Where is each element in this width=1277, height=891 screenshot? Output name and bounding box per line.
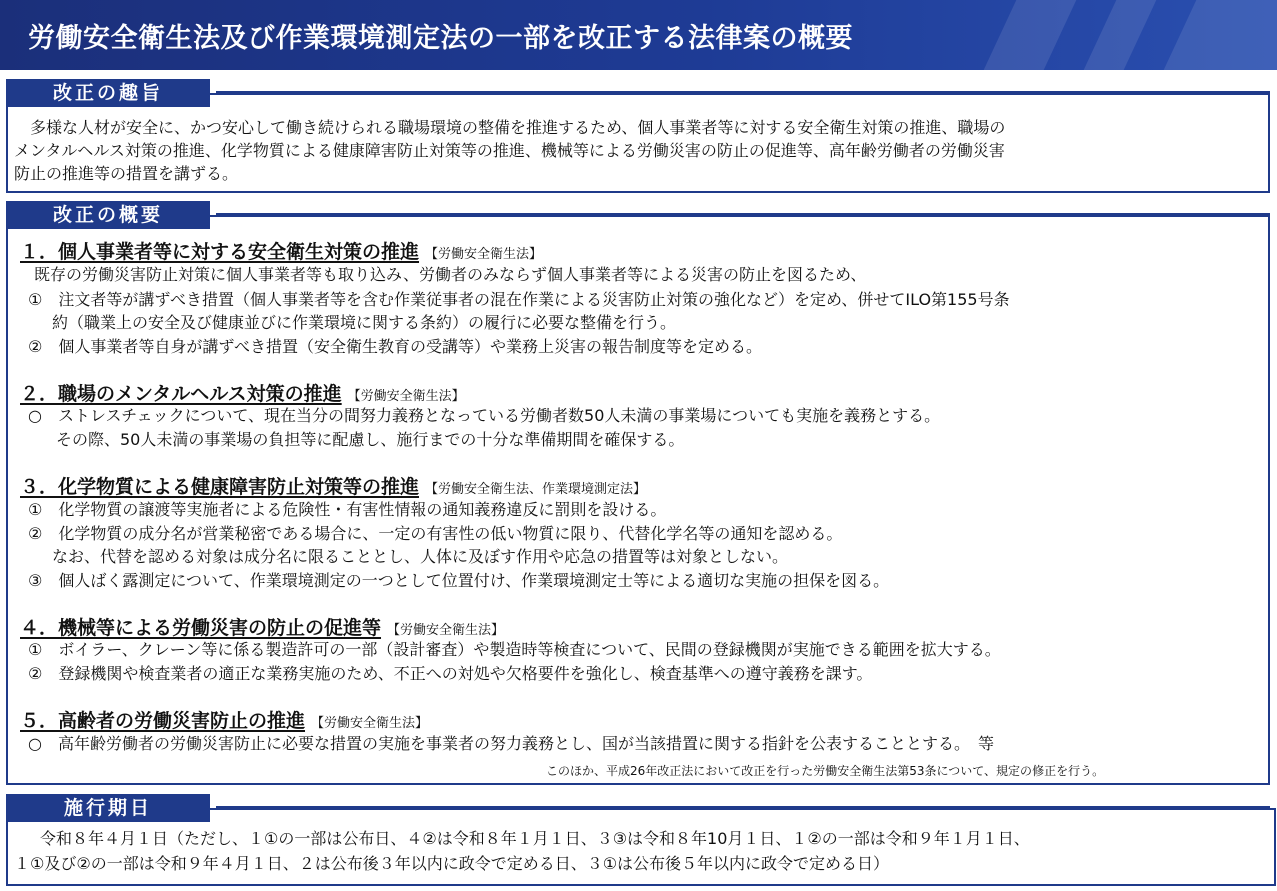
title-bar [0, 0, 1277, 70]
section-4-line: ② 登録機関や検査業者の適正な業務実施のため、不正への対処や欠格要件を強化し、検査基準への遵守義務を課す。 [28, 664, 873, 683]
section-3-line: ③ 個人ばく露測定について、作業環境測定の一つとして位置付け、作業環境測定士等による適切な実施の担保を図る。 [28, 571, 890, 590]
section-4-line: ① ボイラー、クレーン等に係る製造許可の一部（設計審査）や製造時等検査について、民間の登録機関が実施できる範囲を拡大する。 [28, 640, 1001, 659]
section-heading-2: ２．職場のメンタルヘルス対策の推進 【労働安全衛生法】 [20, 383, 465, 405]
section-5-line: ○ 高年齢労働者の労働災害防止に必要な措置の実施を事業者の努力義務とし、国が当該措置に関する指針を公表することとする。 等 [28, 734, 994, 753]
section-1-line: 約（職業上の安全及び健康並びに作業環境に関する条約）の履行に必要な整備を行う。 [52, 313, 677, 332]
effective-label: 施行期日 [6, 794, 210, 822]
purpose-rule [216, 91, 1270, 94]
title-decoration [984, 0, 1077, 70]
section-1-line: ① 注文者等が講ずべき措置（個人事業者等を含む作業従事者の混在作業による災害防止対策の強化など）を定め、併せてILO第155号条 [28, 290, 1010, 309]
title-decoration [1084, 0, 1157, 70]
overview-note: このほか、平成26年改正法において改正を行った労働安全衛生法第53条について、規定の修正を行う。 [546, 764, 1105, 778]
effective-line: 令和８年４月１日（ただし、１①の一部は公布日、４②は令和８年１月１日、３③は令和８年10月１日、１②の一部は令和９年１月１日、 [40, 829, 1030, 848]
purpose-line: メンタルヘルス対策の推進、化学物質による健康障害防止対策等の推進、機械等による労働災害の防止の促進等、高年齢労働者の労働災害 [14, 141, 1005, 160]
section-2-line: その際、50人未満の事業場の負担等に配慮し、施行までの十分な準備期間を確保する。 [56, 430, 685, 449]
section-heading-4: ４．機械等による労働災害の防止の促進等 【労働安全衛生法】 [20, 617, 505, 639]
law-tag: 【労働安全衛生法】 [311, 716, 429, 731]
section-1-line: 既存の労働災害防止対策に個人事業者等も取り込み、労働者のみならず個人事業者等による災害の防止を図るため、 [34, 265, 867, 284]
overview-rule [216, 213, 1270, 216]
purpose-line: 防止の推進等の措置を講ずる。 [14, 164, 239, 183]
section-heading-5: ５．高齢者の労働災害防止の推進 【労働安全衛生法】 [20, 710, 429, 732]
section-2-line: ○ ストレスチェックについて、現在当分の間努力義務となっている労働者数50人未満の事業場についても実施を義務とする。 [28, 406, 941, 425]
effective-line: １①及び②の一部は令和９年４月１日、２は公布後３年以内に政令で定める日、３①は公布後５年以内に政令で定める日） [14, 854, 890, 873]
purpose-line: 多様な人材が安全に、かつ安心して働き続けられる職場環境の整備を推進するため、個人事業者等に対する安全衛生対策の推進、職場の [14, 118, 1006, 137]
purpose-label: 改正の趣旨 [6, 79, 210, 107]
page-title: 労働安全衛生法及び作業環境測定法の一部を改正する法律案の概要 [28, 23, 853, 54]
effective-rule [216, 806, 1270, 809]
law-tag: 【労働安全衛生法】 [425, 247, 543, 262]
section-3-line: ② 化学物質の成分名が営業秘密である場合に、一定の有害性の低い物質に限り、代替化学名等の通知を認める。 [28, 524, 843, 543]
section-3-line: ① 化学物質の譲渡等実施者による危険性・有害性情報の通知義務違反に罰則を設ける。 [28, 500, 667, 519]
section-heading-3: ３．化学物質による健康障害防止対策等の推進 【労働安全衛生法、作業環境測定法】 [20, 476, 647, 498]
law-tag: 【労働安全衛生法、作業環境測定法】 [425, 482, 647, 497]
law-tag: 【労働安全衛生法】 [387, 623, 505, 638]
law-tag: 【労働安全衛生法】 [347, 389, 465, 404]
overview-label: 改正の概要 [6, 201, 210, 229]
section-1-line: ② 個人事業者等自身が講ずべき措置（安全衛生教育の受講等）や業務上災害の報告制度等を定める。 [28, 337, 763, 356]
section-heading-1: １．個人事業者等に対する安全衛生対策の推進 【労働安全衛生法】 [20, 241, 543, 263]
section-3-line: なお、代替を認める対象は成分名に限ることとし、人体に及ぼす作用や応急の措置等は対象としない。 [52, 547, 789, 566]
title-decoration [1164, 0, 1277, 70]
